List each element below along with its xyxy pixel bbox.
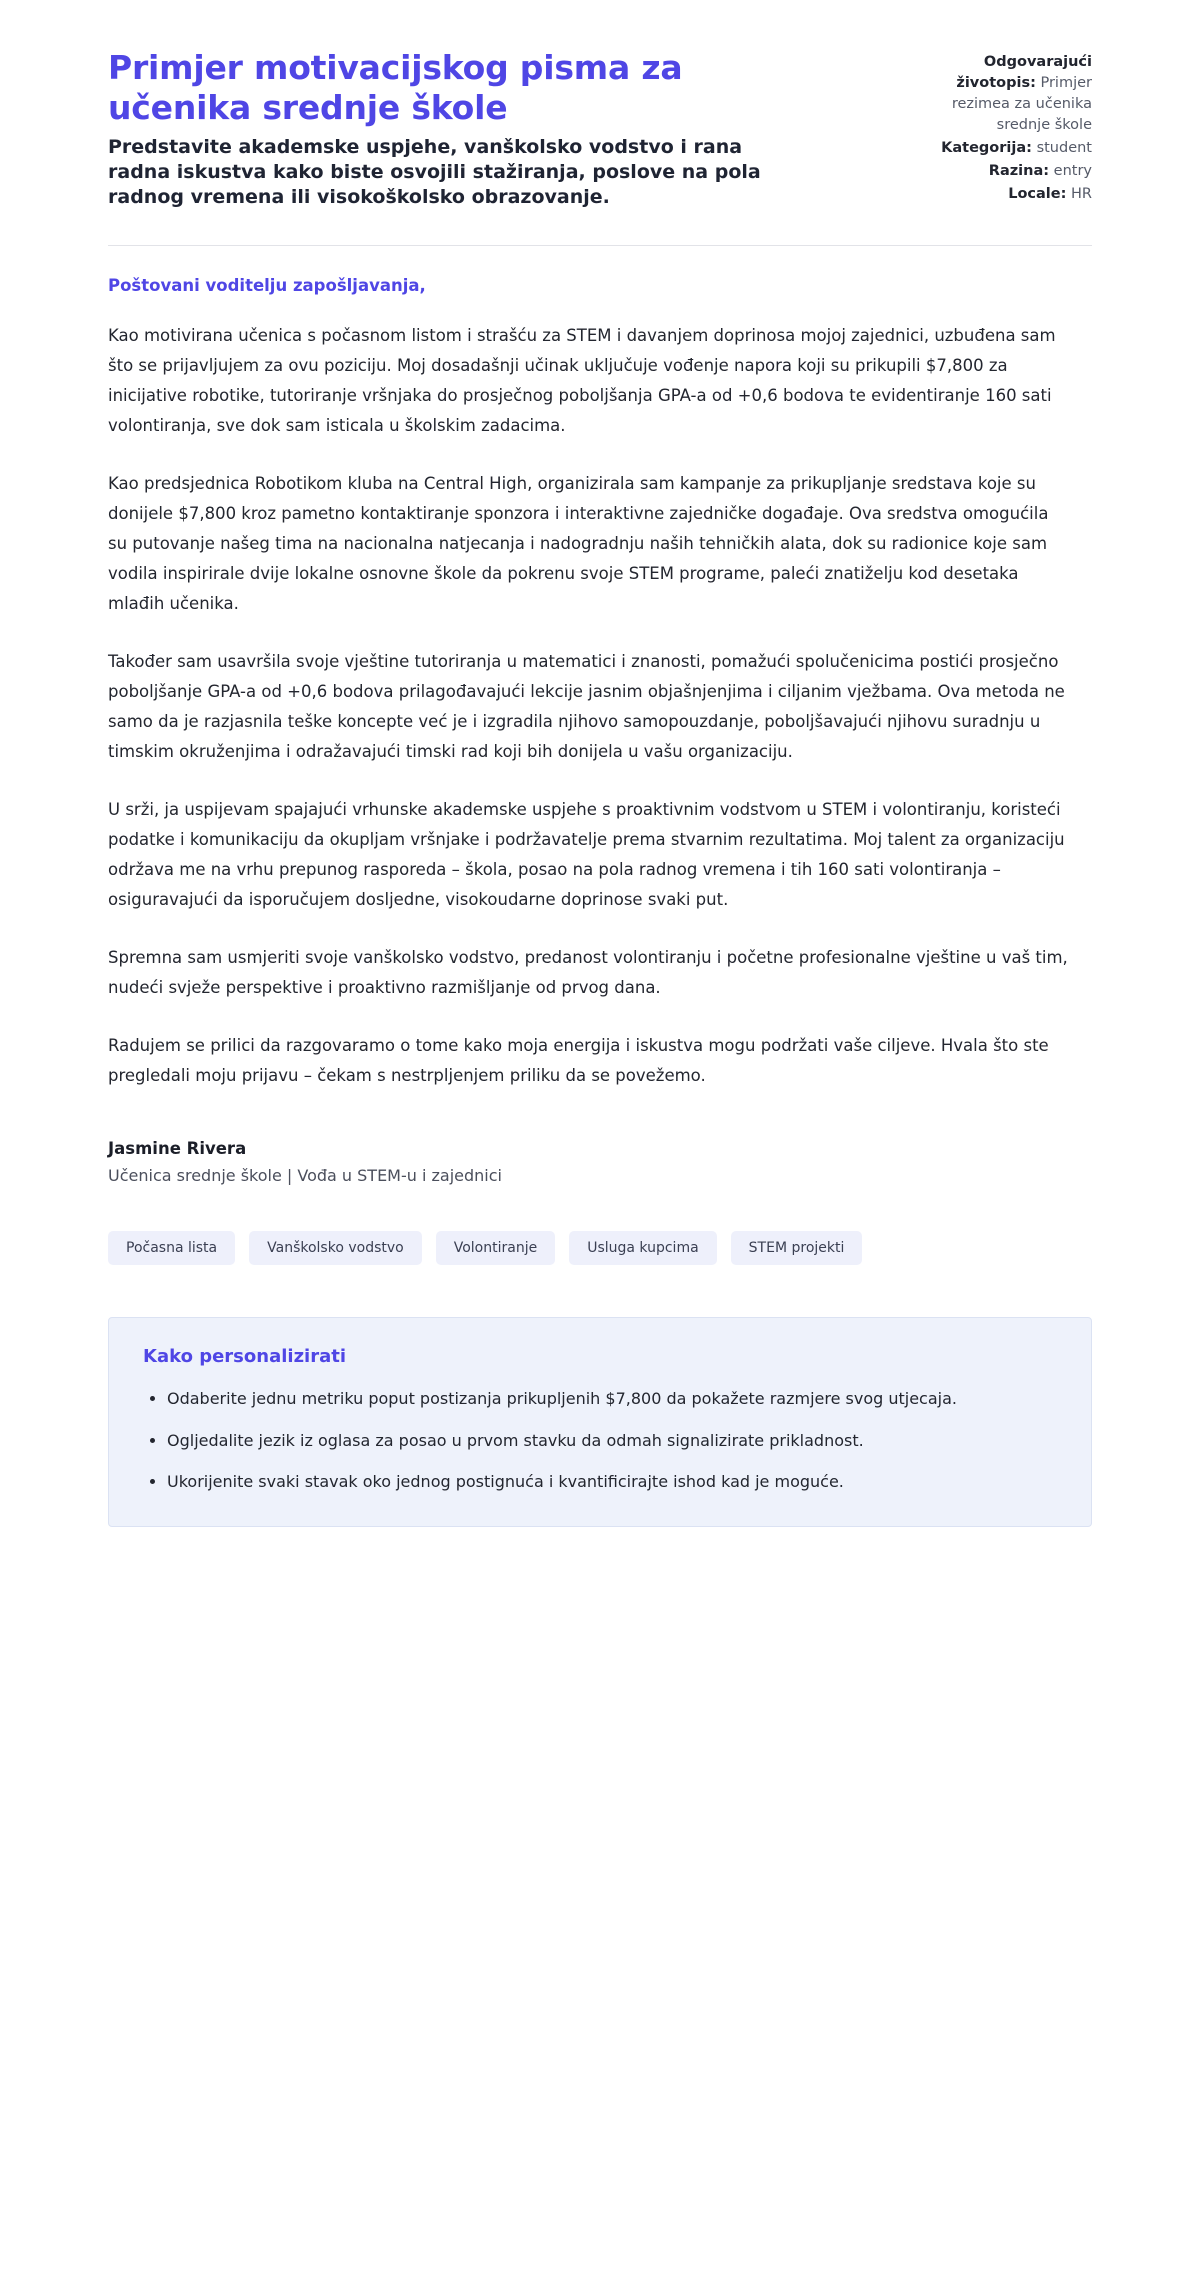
tips-list-item: • Ogljedalite jezik iz oglasa za posao u prvom stavku da odmah signalizirate prikladnost.	[167, 1427, 1057, 1455]
letter-paragraph: U srži, ja uspijevam spajajući vrhunske akademske uspjehe s proaktivnim vodstvom u STEM i volontiranju, koristeći podatke i komunikaciju da okupljam vršnjake i podržavatelje prema stvarnim rezultatima. Moj talent za organizaciju održava me na vrhu prepunog rasporeda – škola, posao na pola radnog vremena i tih 160 sati volontiranja – osiguravajući da isporučujem dosljedne, visokoudarne doprinose svaki put.	[108, 800, 1065, 910]
letter-paragraph: Kao motivirana učenica s počasnom listom i strašću za STEM i davanjem doprinosa mojoj zajednici, uzbuđena sam što se prijavljujem za ovu poziciju. Moj dosadašnji učinak uključuje vođenje napora koji su prikupili $7,800 za inicijative robotike, tutoriranje vršnjaka do prosječnog poboljšanja GPA-a od +0,6 bodova te evidentiranje 160 sati volontiranja, sve dok sam isticala u školskim zadacima.	[108, 325, 1056, 435]
skill-tag-list	[108, 1231, 1092, 1265]
meta-locale	[912, 184, 1092, 205]
letter-salutation: Poštovani voditelju zapošljavanja,	[108, 275, 426, 295]
document-header	[108, 48, 1092, 211]
meta-value: Primjer rezimea za učenika srednje škole	[951, 75, 1092, 134]
meta-label: Locale:	[1008, 186, 1067, 203]
signature-name: Jasmine Rivera	[108, 1139, 247, 1159]
letter-paragraph: Također sam usavršila svoje vještine tutoriranja u matematici i znanosti, pomažući spolučenicima postići prosječno poboljšanje GPA-a od +0,6 bodova prilagođavajući lekcije jasnim objašnjenjima i ciljanim vježbama. Ova metoda ne samo da je razjasnila teške koncepte već je i izgradila njihovo samopouzdanje, poboljšavajući njihovu suradnju u timskim okruženjima i odražavajući timski rad koji bih donijela u vašu organizaciju.	[108, 652, 1065, 762]
tips-list	[143, 1385, 1057, 1496]
meta-label: Kategorija:	[941, 140, 1032, 157]
skill-tag[interactable]: Vanškolsko vodstvo	[249, 1231, 422, 1265]
skill-tag[interactable]: Počasna lista	[108, 1231, 235, 1265]
meta-category	[912, 138, 1092, 159]
meta-matching-resume	[912, 52, 1092, 136]
letter-paragraph: Spremna sam usmjeriti svoje vanškolsko vodstvo, predanost volontiranju i početne profesionalne vještine u vaš tim, nudeći svježe perspektive i proaktivno razmišljanje od prvog dana.	[108, 948, 1068, 998]
page-subtitle: Predstavite akademske uspjehe, vanškolsko vodstvo i rana radna iskustva kako biste osvojili stažiranja, poslove na pola radnog vremena ili visokoškolsko obrazovanje.	[108, 135, 761, 209]
meta-value: entry	[1053, 163, 1092, 180]
skill-tag[interactable]: Volontiranje	[436, 1231, 555, 1265]
header-divider	[108, 245, 1092, 246]
letter-paragraph: Radujem se prilici da razgovaramo o tome kako moja energija i iskustva mogu podržati vaše ciljeve. Hvala što ste pregledali moju prijavu – čekam s nestrpljenjem priliku da se povežemo.	[108, 1036, 1049, 1086]
letter-body	[108, 276, 1092, 1185]
tips-list-item: • Odaberite jednu metriku poput postizanja prikupljenih $7,800 da pokažete razmjere svog utjecaja.	[167, 1385, 1057, 1413]
meta-label: Razina:	[988, 163, 1050, 180]
tips-title: Kako personalizirati	[143, 1346, 347, 1368]
document-metadata	[912, 48, 1092, 207]
meta-value: HR	[1071, 186, 1092, 203]
skill-tag[interactable]: Usluga kupcima	[569, 1231, 716, 1265]
signature-block	[108, 1139, 1092, 1185]
header-text-block	[108, 48, 808, 211]
personalization-tips-panel	[108, 1317, 1092, 1527]
skill-tag[interactable]: STEM projekti	[731, 1231, 863, 1265]
meta-level	[912, 161, 1092, 182]
tips-list-item: • Ukorijenite svaki stavak oko jednog postignuća i kvantificirajte ishod kad je moguće.	[167, 1468, 1057, 1496]
signature-role: Učenica srednje škole | Vođa u STEM-u i zajednici	[108, 1166, 502, 1186]
meta-label: Odgovarajući životopis:	[956, 54, 1092, 92]
letter-paragraph: Kao predsjednica Robotikom kluba na Central High, organizirala sam kampanje za prikupljanje sredstava koje su donijele $7,800 kroz pametno kontaktiranje sponzora i interaktivne zajedničke događaje. Ova sredstva omogućila su putovanje našeg tima na nacionalna natjecanja i nadogradnju naših tehničkih alata, dok su radionice koje sam vodila inspirirale dvije lokalne osnovne škole da pokrenu svoje STEM programe, paleći znatiželju kod desetaka mlađih učenika.	[108, 473, 1049, 613]
page-title: Primjer motivacijskog pisma za učenika srednje škole	[108, 48, 683, 128]
meta-value: student	[1036, 140, 1092, 157]
